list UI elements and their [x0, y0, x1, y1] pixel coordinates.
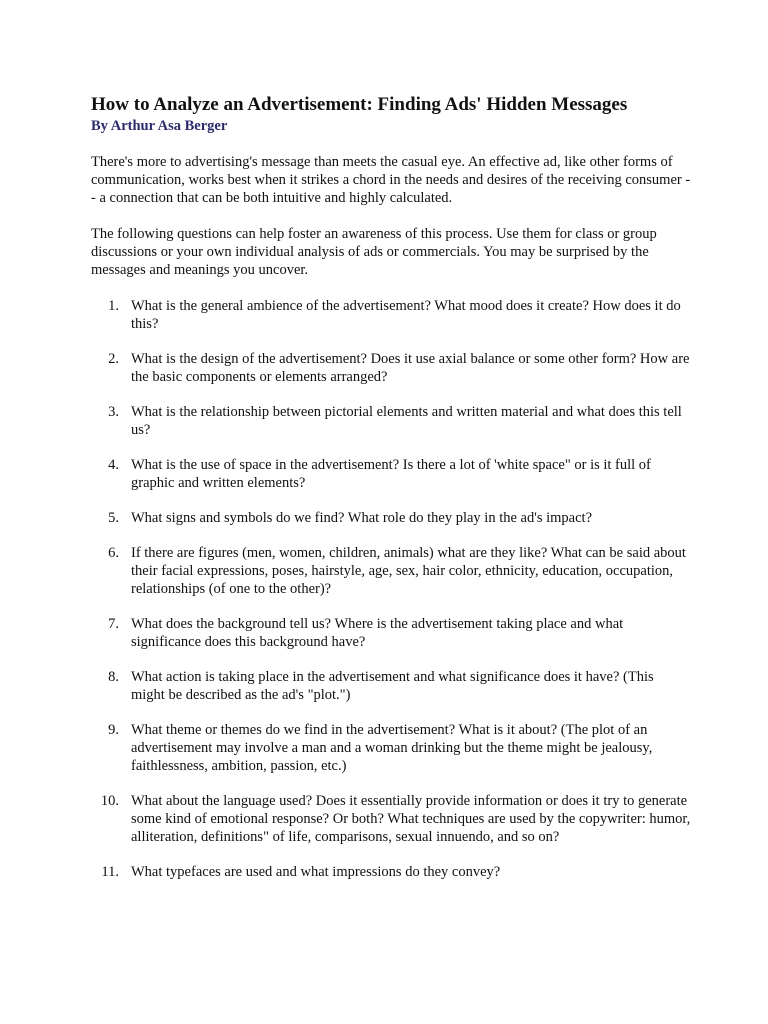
- question-number: 1.: [108, 298, 119, 314]
- question-text: What action is taking place in the advertisement and what significance does it have? (This might be described as the ad's "plot."): [131, 669, 654, 703]
- question-text: What theme or themes do we find in the advertisement? What is it about? (The plot of an advertisement may involve a man and a woman drinking but the theme might be jealousy, faithlessness, ambition, passion, etc.): [131, 722, 653, 774]
- question-item: [91, 792, 691, 846]
- document-page: [91, 94, 691, 898]
- intro-paragraph: There's more to advertising's message than meets the casual eye. An effective ad, like other forms of communication, works best when it strikes a chord in the needs and desires of the receiving consumer -- a connection that can be both intuitive and highly calculated.: [91, 154, 691, 206]
- question-number: 6.: [108, 545, 119, 561]
- question-text: What signs and symbols do we find? What role do they play in the ad's impact?: [131, 510, 593, 526]
- question-number: 7.: [108, 616, 119, 632]
- author-byline: By Arthur Asa Berger: [91, 118, 228, 134]
- question-text: What does the background tell us? Where is the advertisement taking place and what significance does this background have?: [131, 616, 624, 650]
- question-number: 2.: [108, 351, 119, 367]
- question-number: 4.: [108, 457, 119, 473]
- question-list: [91, 297, 691, 881]
- question-item: [91, 544, 691, 598]
- question-item: [91, 456, 691, 492]
- question-number: 8.: [108, 669, 119, 685]
- document-title: How to Analyze an Advertisement: Finding Ads' Hidden Messages: [91, 94, 628, 115]
- question-number: 10.: [100, 793, 119, 809]
- question-item: [91, 509, 691, 527]
- question-text: What is the relationship between pictorial elements and written material and what does this tell us?: [131, 404, 682, 438]
- question-text: If there are figures (men, women, children, animals) what are they like? What can be said about their facial expressions, poses, hairstyle, age, sex, hair color, ethnicity, education, occupation, relationships (of one to the other)?: [131, 545, 686, 597]
- question-item: [91, 403, 691, 439]
- question-number: 3.: [108, 404, 119, 420]
- question-number: 9.: [108, 722, 119, 738]
- question-item: [91, 863, 691, 881]
- question-item: [91, 297, 691, 333]
- question-text: What typefaces are used and what impressions do they convey?: [131, 864, 501, 880]
- question-number: 11.: [101, 864, 119, 880]
- question-text: What is the general ambience of the advertisement? What mood does it create? How does it do this?: [131, 298, 681, 332]
- question-number: 5.: [108, 510, 119, 526]
- question-item: [91, 615, 691, 651]
- question-item: [91, 350, 691, 386]
- instructions-paragraph: The following questions can help foster an awareness of this process. Use them for class or group discussions or your own individual analysis of ads or commercials. You may be surprised by the messages and meanings you uncover.: [91, 226, 657, 278]
- question-text: What is the design of the advertisement? Does it use axial balance or some other form? How are the basic components or elements arranged?: [131, 351, 690, 385]
- question-text: What about the language used? Does it essentially provide information or does it try to generate some kind of emotional response? Or both? What techniques are used by the copywriter: humor, alliteration, definitions" of life, comparisons, sexual innuendo, and so on?: [131, 793, 691, 845]
- question-item: [91, 668, 691, 704]
- question-text: What is the use of space in the advertisement? Is there a lot of 'white space" or is it full of graphic and written elements?: [131, 457, 651, 491]
- question-item: [91, 721, 691, 775]
